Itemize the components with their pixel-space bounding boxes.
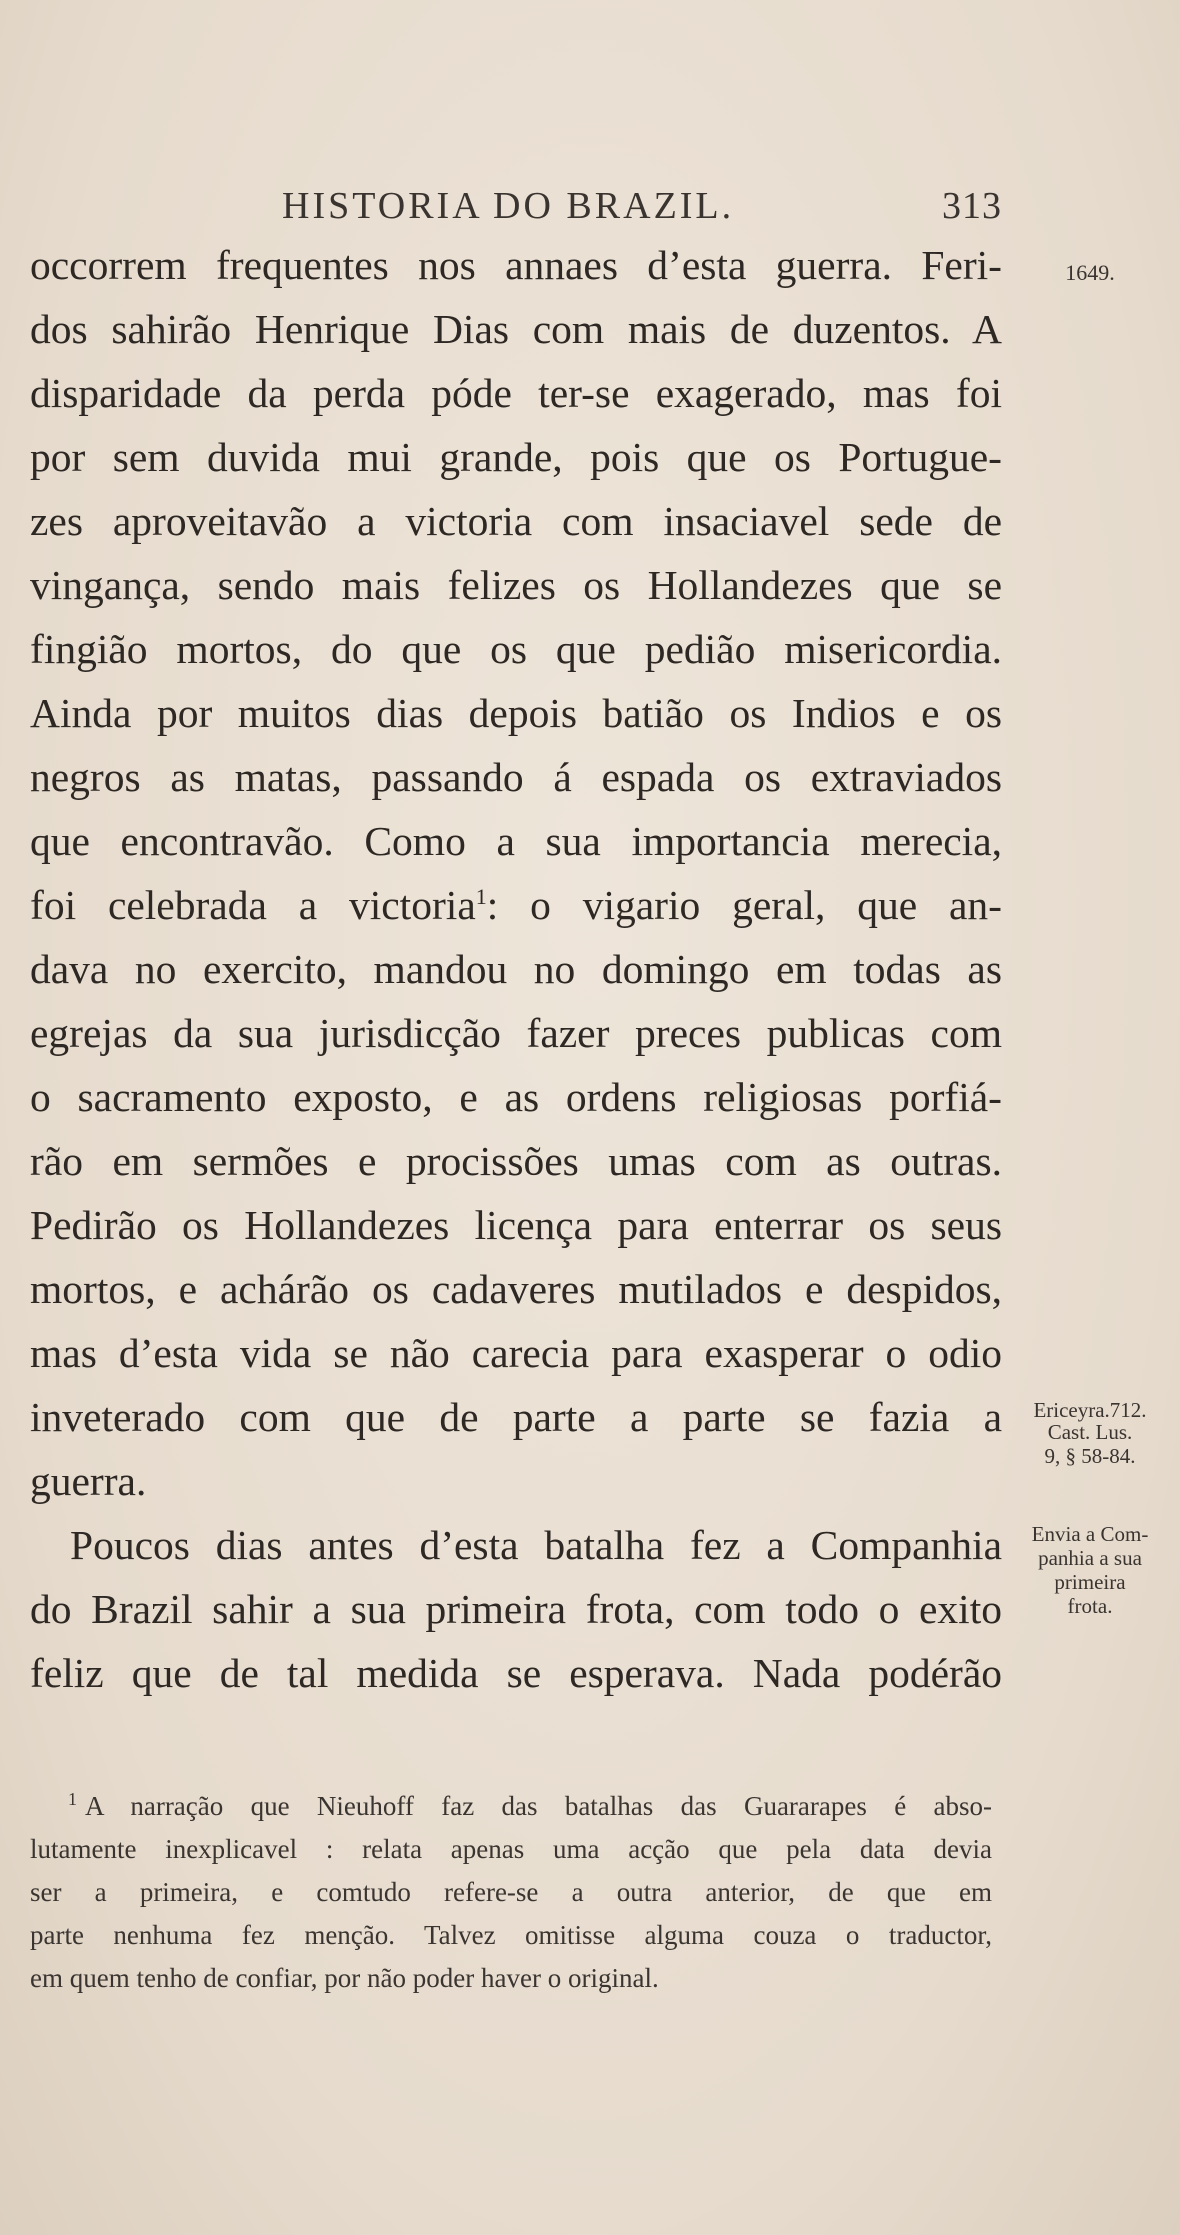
text-line: mas d’esta vida se não carecia para exasperar o odio [30,1330,1002,1376]
footnote-line [30,1785,992,1828]
text-line: Ainda por muitos dias depois batião os Indios e os [30,690,1002,736]
footnote-text: A narração que Nieuhoff faz das batalhas das Guararapes é abso- [85,1791,992,1821]
text-line: feliz que de tal medida se esperava. Nada podérão [30,1650,1002,1696]
text-line: inveterado com que de parte a parte se fazia a [30,1394,1002,1440]
text-line: dava no exercito, mandou no domingo em todas as [30,946,1002,992]
text-line: occorrem frequentes nos annaes d’esta guerra. Feri- [30,242,1002,288]
text-line: que encontravão. Como a sua importancia merecia, [30,818,1002,864]
margin-reference-line: Cast. Lus. [1047,1420,1133,1444]
footnote-reference: 1 [475,884,487,910]
text-line: rão em sermões e procissões umas com as outras. [30,1138,1002,1184]
text-line: fingião mortos, do que os que pedião misericordia. [30,626,1002,672]
margin-sidenote-line: Envia a Com- [1031,1522,1149,1546]
text-fragment: foi celebrada a victoria [30,882,476,928]
footnote-line: parte nenhuma fez menção. Talvez omitisse alguma couza o traductor, [30,1920,992,1950]
page-number: 313 [942,185,1002,227]
text-line: zes aproveitavão a victoria com insaciavel sede de [30,498,1002,544]
text-fragment: : o vigario geral, que an- [486,882,1003,928]
footnote-mark: 1 [68,1789,77,1809]
text-line: egrejas da sua jurisdicção fazer preces publicas com [30,1010,1002,1056]
body-text [30,233,1002,1705]
text-line: negros as matas, passando á espada os extraviados [30,754,1002,800]
running-head-title: HISTORIA DO BRAZIL. [282,185,735,227]
margin-sidenote-line: frota. [1067,1594,1113,1618]
footnote-line: ser a primeira, e comtudo refere-se a outra anterior, de que em [30,1877,992,1907]
text-line: Pedirão os Hollandezes licença para enterrar os seus [30,1202,1002,1248]
margin-year: 1649. [1065,260,1115,285]
footnote-line: em quem tenho de confiar, por não poder haver o original. [30,1963,659,1993]
text-line: o sacramento exposto, e as ordens religiosas porfiá- [30,1074,1002,1120]
text-line: do Brazil sahir a sua primeira frota, com todo o exito [30,1586,1002,1632]
running-head [282,184,1002,240]
text-line: vingança, sendo mais felizes os Hollandezes que se [30,562,1002,608]
text-line: disparidade da perda póde ter-se exagerado, mas foi [30,370,1002,416]
text-line: mortos, e achárão os cadaveres mutilados e despidos, [30,1266,1002,1312]
text-line-with-footnote-ref [30,873,1002,937]
footnote [30,1785,992,2000]
text-line: por sem duvida mui grande, pois que os Portugue- [30,434,1002,480]
text-line: guerra. [30,1458,147,1504]
margin-reference-line: Ericeyra.712. [1033,1398,1147,1422]
footnote-line: lutamente inexplicavel : relata apenas uma acção que pela data devia [30,1834,992,1864]
margin-sidenote-line: panhia a sua [1038,1546,1142,1570]
text-line: Poucos dias antes d’esta batalha fez a Companhia [70,1522,1002,1568]
margin-sidenote-line: primeira [1054,1570,1126,1594]
margin-reference-line: 9, § 58-84. [1044,1444,1136,1468]
text-line: dos sahirão Henrique Dias com mais de duzentos. A [30,306,1002,352]
